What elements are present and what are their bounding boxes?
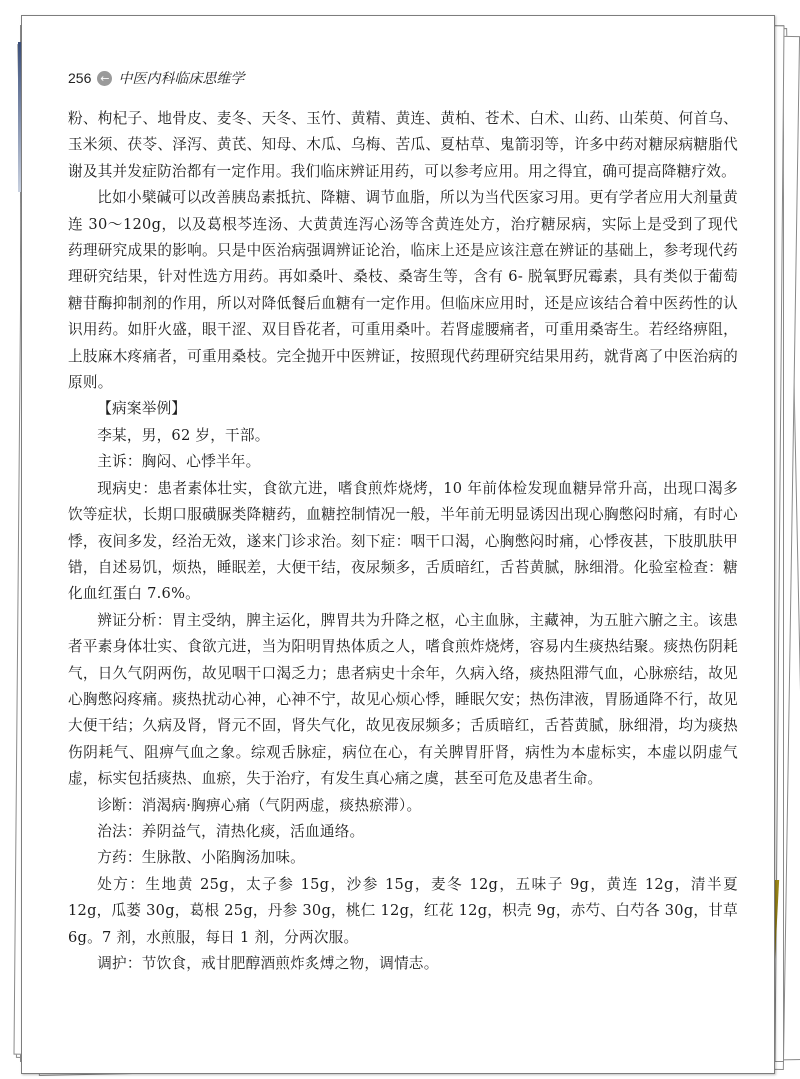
case-analysis: 辨证分析：胃主受纳，脾主运化，脾胃共为升降之枢，心主血脉，主藏神，为五脏六腑之主。该患者平素身体壮实、食欲亢进，当为阳明胃热体质之人，嗜食煎炸烧烤，容易内生痰热结聚。痰热伤阴耗气，日久气阴两伤，故见咽干口渴乏力；患者病史十余年，久病入络，痰热阻滞气血，心脉瘀结，故见心胸憋闷疼痛。痰热扰动心神，心神不宁，故见心烦心悸，睡眠欠安；热伤津液，胃肠通降不行，故见大便干结；久病及肾，肾元不固，肾失气化，故见夜尿频多；舌质暗红，舌苔黄腻，脉细滑，均为痰热伤阴耗气、阻痹气血之象。综观舌脉症，病位在心，有关脾胃肝肾，病性为本虚标实，本虚以阴虚气虚，标实包括痰热、血瘀，失于治疗，有发生真心痛之虞，甚至可危及患者生命。 <box>68 611 738 788</box>
book-page <box>21 15 775 1074</box>
case-history: 现病史：患者素体壮实，食欲亢进，嗜食煎炸烧烤，10 年前体检发现血糖异常升高，出现口渴多饮等症状，长期口服磺脲类降糖药，血糖控制情况一般，半年前无明显诱因出现心胸憋闷时痛，有时心悸，夜间多发，经治无效，遂来门诊求治。刻下症：咽干口渴，心胸憋闷时痛，心悸夜甚，下肢肌肤甲错，自述易饥，烦热，睡眠差，大便干结，夜尿频多，舌质暗红，舌苔黄腻，脉细滑。化验室检查：糖化血红蛋白 7.6%。 <box>68 479 738 603</box>
case-patient: 李某，男，62 岁，干部。 <box>97 426 270 444</box>
case-prescription: 处方：生地黄 25g，太子参 15g，沙参 15g，麦冬 12g，五味子 9g，黄连 12g，清半夏 12g，瓜蒌 30g，葛根 25g，丹参 30g，桃仁 12g，红花 12g，枳壳 9g，赤芍、白芍各 30g，甘草 6g。7 剂，水煎服，每日 1 剂，分两次服。 <box>68 875 738 946</box>
arrow-left-circle-icon[interactable]: ← <box>97 71 112 86</box>
case-care: 调护：节饮食，戒甘肥醇酒煎炸炙煿之物，调情志。 <box>97 955 439 972</box>
case-formula: 方药：生脉散、小陷胸汤加味。 <box>97 849 306 867</box>
case-heading: 【病案举例】 <box>97 400 187 418</box>
case-diagnosis: 诊断：消渴病·胸痹心痛（气阴两虚，痰热瘀滞）。 <box>97 796 422 814</box>
running-header <box>68 68 244 88</box>
book-title: 中医内科临床思维学 <box>118 71 245 87</box>
page-number: 256 <box>68 70 92 86</box>
case-treatment: 治法：养阴益气，清热化痰，活血通络。 <box>97 822 365 840</box>
case-chief-complaint: 主诉：胸闷、心悸半年。 <box>97 453 261 471</box>
page-body <box>68 106 738 977</box>
paragraph-pharmacology: 比如小檗碱可以改善胰岛素抵抗、降糖、调节血脂，所以为当代医家习用。更有学者应用大剂量黄连 30～120g，以及葛根芩连汤、大黄黄连泻心汤等含黄连处方，治疗糖尿病，实际上是受到了现代药理研究成果的影响。只是中医治病强调辨证论治，临床上还是应该注意在辨证的基础上，参考现代药理研究结果，针对性选方用药。再如桑叶、桑枝、桑寄生等，含有 6- 脱氧野尻霉素，具有类似于葡萄糖苷酶抑制剂的作用，所以对降低餐后血糖有一定作用。但临床应用时，还是应该结合着中医药性的认识用药。如肝火盛，眼干涩、双目昏花者，可重用桑叶。若肾虚腰痛者，可重用桑寄生。若经络痹阻，上肢麻木疼痛者，可重用桑枝。完全抛开中医辨证，按照现代药理研究结果用药，就背离了中医治病的原则。 <box>68 189 738 392</box>
paragraph-herb-list: 粉、枸杞子、地骨皮、麦冬、天冬、玉竹、黄精、黄连、黄柏、苍术、白术、山药、山茱萸、何首乌、玉米须、茯苓、泽泻、黄芪、知母、木瓜、乌梅、苦瓜、夏枯草、鬼箭羽等，许多中药对糖尿病糖脂代谢及其并发症防治都有一定作用。我们临床辨证用药，可以参考应用。用之得宜，确可提高降糖疗效。 <box>68 110 738 180</box>
